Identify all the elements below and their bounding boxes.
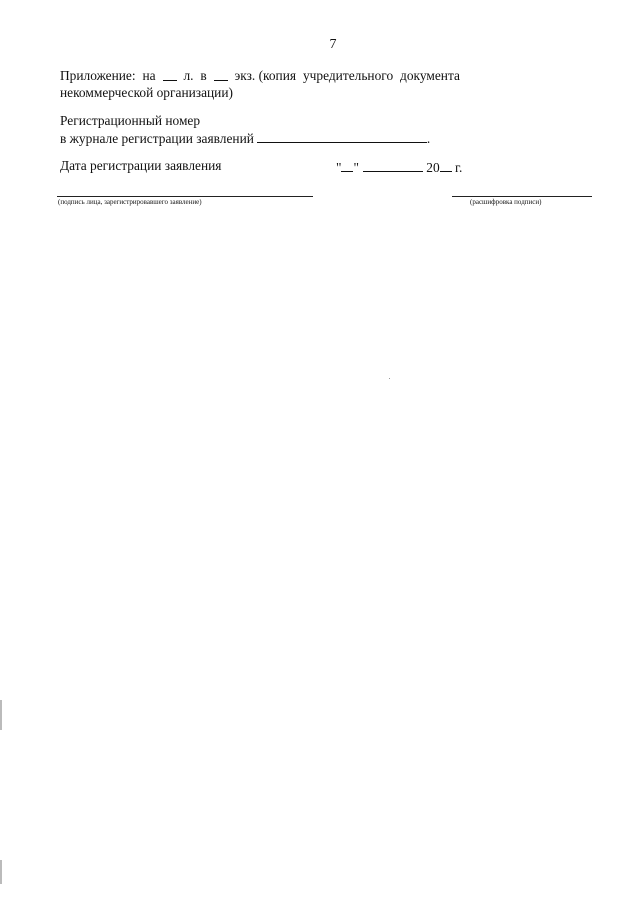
registration-date-field [336, 158, 462, 176]
date-year-blank[interactable] [440, 158, 452, 172]
registrar-signature-caption: (подпись лица, зарегистрировавшего заявление) [58, 198, 202, 206]
attachment-block [60, 67, 460, 101]
date-quote-open: " [336, 160, 342, 175]
scan-edge-mark [0, 700, 2, 730]
date-quote-close: " [353, 160, 359, 175]
scan-edge-mark [0, 860, 2, 884]
registration-label-2: в журнале регистрации заявлений [60, 131, 254, 146]
signature-decoding-line[interactable] [452, 196, 592, 197]
attachment-word-document: документа [400, 68, 460, 83]
attachment-word-in: в [200, 68, 207, 83]
registration-number-blank[interactable] [257, 129, 427, 143]
page-number: 7 [329, 37, 337, 52]
attachment-line-1 [60, 67, 460, 84]
attachment-word-on: на [142, 68, 156, 83]
attachment-label: Приложение: [60, 68, 136, 83]
copies-count-blank[interactable] [214, 67, 228, 81]
registration-line-2 [60, 129, 430, 147]
registration-label-1: Регистрационный номер [60, 113, 201, 128]
attachment-word-founding: учредительного [302, 68, 394, 83]
registration-block [60, 112, 430, 147]
scan-speck [389, 378, 390, 379]
date-day-blank[interactable] [341, 158, 353, 172]
attachment-word-copies: экз. (копия [234, 68, 297, 83]
attachment-word-sheets: л. [183, 68, 194, 83]
signature-decoding-caption: (расшифровка подписи) [470, 198, 542, 206]
date-month-blank[interactable] [363, 158, 423, 172]
registration-date-label: Дата регистрации заявления [60, 158, 222, 173]
date-year-prefix: 20 [426, 160, 440, 175]
attachment-line-2: некоммерческой организации) [60, 85, 233, 100]
sheets-count-blank[interactable] [163, 67, 177, 81]
registration-line-end: . [426, 131, 431, 146]
date-year-suffix: г. [451, 160, 463, 175]
registrar-signature-line[interactable] [57, 196, 313, 197]
